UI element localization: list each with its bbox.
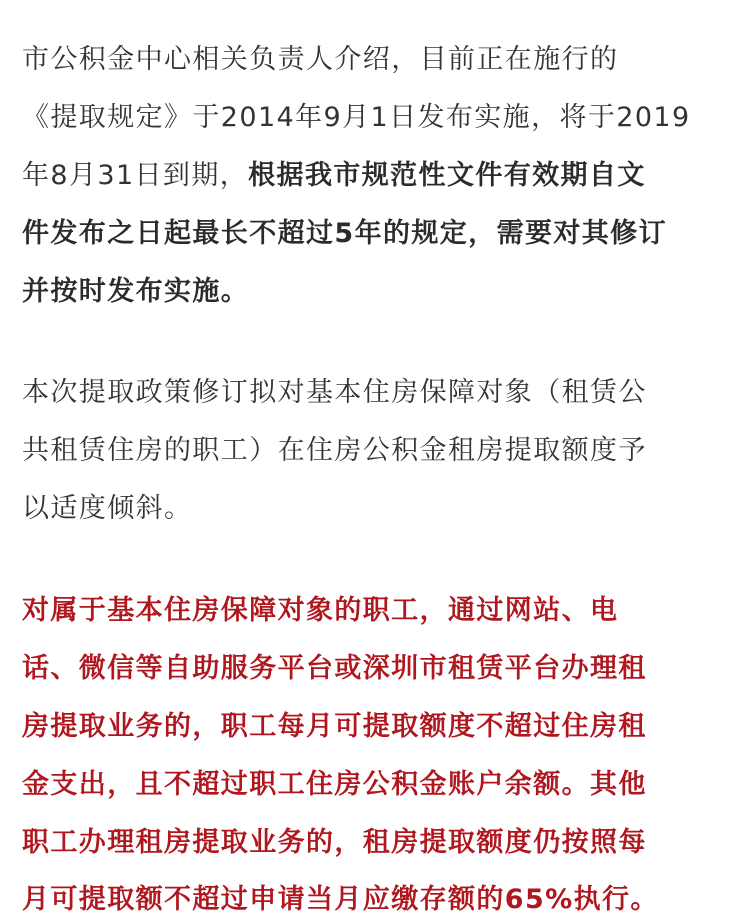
highlight-text-segment: 房提取业务的，职工每月可提取额度不超过住房租: [22, 711, 647, 742]
highlight-text-segment: 职工办理租房提取业务的，租房提取额度仍按照每: [22, 827, 647, 858]
text-segment: 《提取规定》于2014年9月1日发布实施，将于2019: [22, 102, 691, 133]
highlight-text-segment: 金支出，且不超过职工住房公积金账户余额。其他: [22, 769, 647, 800]
highlight-text-segment: 对属于基本住房保障对象的职工，通过网站、电: [22, 595, 619, 626]
highlight-text-line: [22, 709, 647, 745]
text-segment: 本次提取政策修订拟对基本住房保障对象（租赁公: [22, 377, 647, 408]
text-segment: 以适度倾斜。: [22, 493, 193, 524]
highlight-text-line: [22, 882, 659, 918]
bold-text-segment: 件发布之日起最长不超过5年的规定，需要对其修订: [22, 218, 667, 249]
text-line: [22, 158, 646, 194]
highlight-text-line: [22, 825, 647, 861]
text-line: [22, 433, 647, 469]
text-line: [22, 216, 667, 252]
highlight-text-segment: 话、微信等自助服务平台或深圳市租赁平台办理租: [22, 653, 647, 684]
highlight-text-line: [22, 767, 647, 803]
text-line: [22, 274, 249, 310]
bold-text-segment: 并按时发布实施。: [22, 276, 250, 307]
highlight-text-line: [22, 651, 647, 687]
text-segment: 共租赁住房的职工）在住房公积金租房提取额度予: [22, 435, 647, 466]
text-line: [22, 375, 647, 411]
bold-text-segment: 根据我市规范性文件有效期自文: [248, 160, 646, 191]
highlight-text-line: [22, 593, 618, 629]
text-line: [22, 42, 618, 78]
text-segment: 年8月31日到期，: [22, 160, 249, 191]
highlight-text-segment: 月可提取额不超过申请当月应缴存额的65%执行。: [22, 884, 659, 915]
text-line: [22, 491, 192, 527]
text-line: [22, 100, 691, 136]
text-segment: 市公积金中心相关负责人介绍，目前正在施行的: [22, 44, 619, 75]
